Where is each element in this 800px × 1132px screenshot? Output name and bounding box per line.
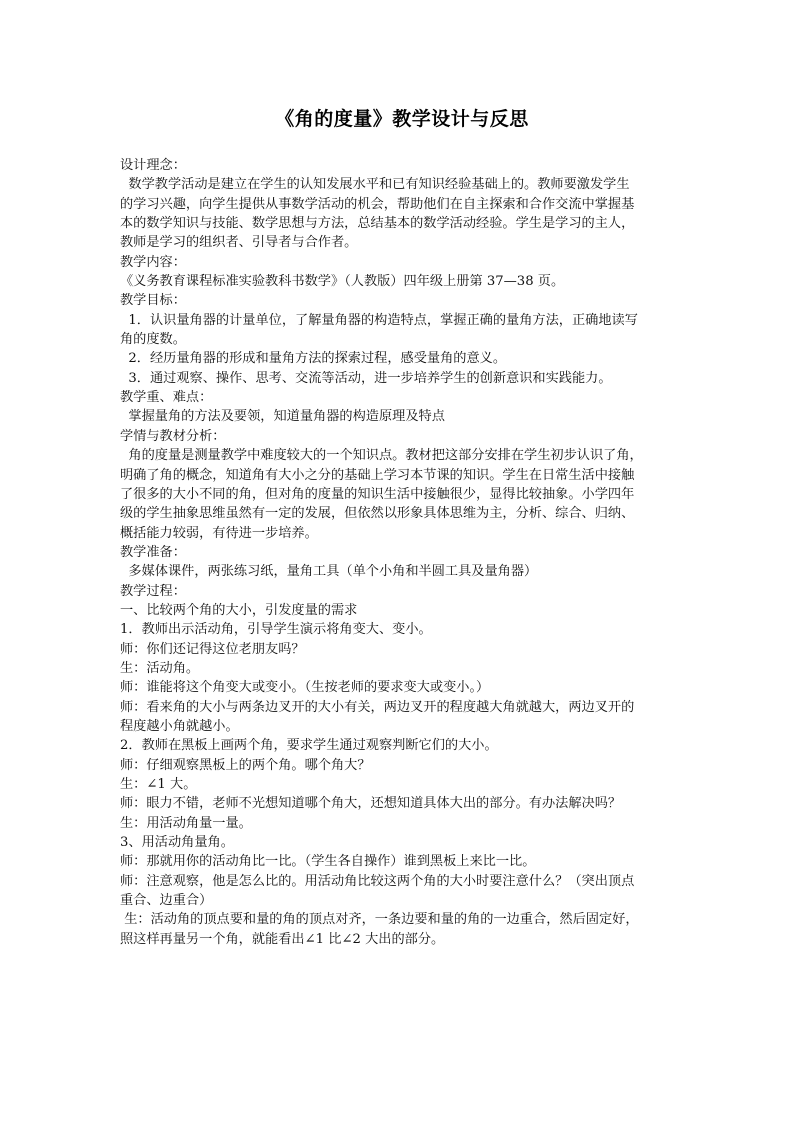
text-line: 3、用活动角量角。 xyxy=(120,835,234,851)
text-line: 角的度数。 xyxy=(120,332,186,348)
text-line: 明确了角的概念，知道角有大小之分的基础上学习本节课的知识。学生在日常生活中接触 xyxy=(120,467,635,483)
text-line: 概括能力较弱，有待进一步培养。 xyxy=(120,525,318,541)
text-line: 1．教师出示活动角，引导学生演示将角变大、变小。 xyxy=(120,622,432,638)
text-line: 重合、边重合） xyxy=(120,893,213,909)
text-line: 师：眼力不错，老师不光想知道哪个角大，还想知道具体大出的部分。有办法解决吗？ xyxy=(120,796,622,812)
section-heading: 教学内容： xyxy=(120,254,186,270)
text-line: 多媒体课件，两张练习纸，量角工具（单个小角和半圆工具及量角器） xyxy=(120,564,538,580)
text-line: 师：仔细观察黑板上的两个角。哪个角大？ xyxy=(120,757,371,773)
text-line: 生：∠1 大。 xyxy=(120,777,197,792)
text-line: 1．认识量角器的计量单位，了解量角器的构造特点，掌握正确的量角方法，正确地读写 xyxy=(120,312,638,328)
text-line: 数学教学活动是建立在学生的认知发展水平和已有知识经验基础上的。教师要激发学生 xyxy=(120,177,630,193)
text-line: 师：看来角的大小与两条边叉开的大小有关，两边叉开的程度越大角就越大，两边叉开的 xyxy=(120,699,635,715)
text-line: 本的数学知识与技能、数学思想与方法，总结基本的数学活动经验。学生是学习的主人， xyxy=(120,216,635,232)
text-line: 程度越小角就越小。 xyxy=(120,718,239,734)
text-line: 师：注意观察，他是怎么比的。用活动角比较这两个角的大小时要注意什么？（突出顶点 xyxy=(120,873,635,889)
text-line: 《义务教育课程标准实验教科书数学》（人教版）四年级上册第 37—38 页。 xyxy=(120,274,565,290)
section-heading: 设计理念： xyxy=(120,158,186,173)
section-heading: 教学重、难点： xyxy=(120,390,213,406)
text-line: 师：你们还记得这位老朋友吗？ xyxy=(120,641,305,657)
document-title: 《角的度量》教学设计与反思 xyxy=(275,108,529,130)
document-body xyxy=(120,156,684,949)
text-line: 师：谁能将这个角变大或变小。（生按老师的要求变大或变小。） xyxy=(120,680,490,696)
section-heading: 教学目标： xyxy=(120,293,186,309)
section-heading: 教学过程： xyxy=(120,583,186,599)
section-heading: 学情与教材分析： xyxy=(120,428,226,444)
text-line: 师：那就用你的活动角比一比。（学生各自操作）谁到黑板上来比一比。 xyxy=(120,854,536,870)
text-line: 角的度量是测量教学中难度较大的一个知识点。教材把这部分安排在学生初步认识了角， xyxy=(120,448,643,464)
text-line: 一、比较两个角的大小，引发度量的需求 xyxy=(120,602,358,618)
text-line: 生：活动角的顶点要和量的角的顶点对齐，一条边要和量的角的一边重合，然后固定好， xyxy=(120,912,639,928)
text-line: 级的学生抽象思维虽然有一定的发展，但依然以形象具体思维为主，分析、综合、归纳、 xyxy=(120,506,635,522)
text-line: 教师是学习的组织者、引导者与合作者。 xyxy=(120,235,358,251)
text-line: 掌握量角的方法及要领，知道量角器的构造原理及特点 xyxy=(120,409,445,425)
section-heading: 教学准备： xyxy=(120,544,186,560)
text-line: 的学习兴趣，向学生提供从事数学活动的机会，帮助他们在自主探索和合作交流中掌握基 xyxy=(120,196,635,212)
text-line: 3．通过观察、操作、思考、交流等活动，进一步培养学生的创新意识和实践能力。 xyxy=(120,370,612,386)
text-line: 生：活动角。 xyxy=(120,660,200,676)
text-line: 生：用活动角量一量。 xyxy=(120,815,252,831)
text-line: 2．经历量角器的形成和量角方法的探索过程，感受量角的意义。 xyxy=(120,351,507,367)
text-line: 2．教师在黑板上画两个角，要求学生通过观察判断它们的大小。 xyxy=(120,738,498,754)
text-line: 照这样再量另一个角，就能看出∠1 比∠2 大出的部分。 xyxy=(120,931,445,947)
text-line: 了很多的大小不同的角，但对角的度量的知识生活中接触很少，显得比较抽象。小学四年 xyxy=(120,486,635,502)
